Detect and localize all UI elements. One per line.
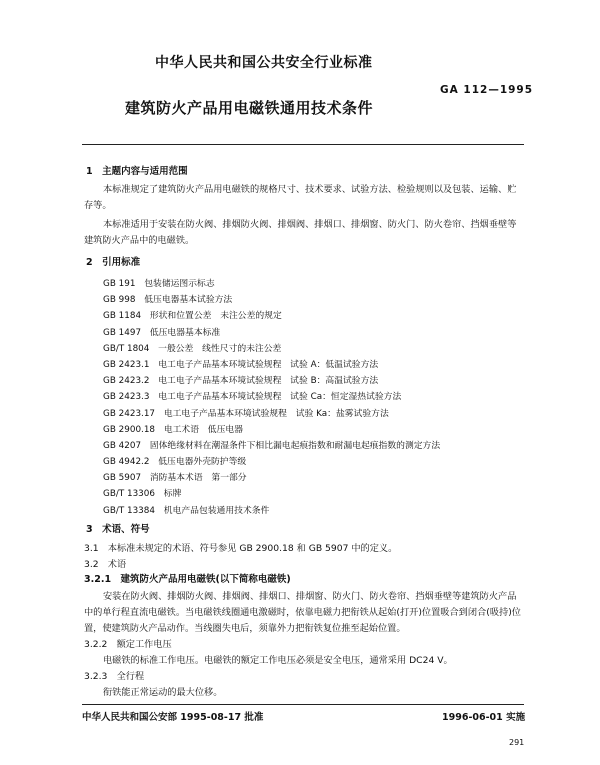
footer-divider [82, 704, 524, 705]
reference-item: GB 4207 固体绝缘材料在潮湿条件下相比漏电起痕指数和耐漏电起痕指数的测定方法 [103, 440, 441, 451]
issuer-title: 中华人民共和国公共安全行业标准 [155, 55, 373, 71]
clause-3-2-1-heading: 3.2.1 建筑防火产品用电磁铁(以下简称电磁铁) [84, 574, 291, 585]
reference-item: GB 998 低压电器基本试验方法 [103, 295, 233, 306]
section-3-heading: 3 术语、符号 [86, 524, 150, 535]
section-1-paragraph-2: 本标准适用于安装在防火阀、排烟防火阀、排烟阀、排烟口、排烟窗、防火门、防火卷帘、挡烟垂壁等建筑防火产品中的电磁铁。 [84, 219, 517, 246]
reference-item: GB/T 1804 一般公差 线性尺寸的未注公差 [103, 343, 282, 354]
implementation-date: 1996-06-01 实施 [442, 712, 526, 723]
reference-item: GB 1497 低压电器基本标准 [103, 327, 221, 338]
reference-item: GB 5907 消防基本术语 第一部分 [103, 473, 247, 484]
reference-item: GB 2423.3 电工电子产品基本环境试验规程 试验 Ca：恒定湿热试验方法 [103, 392, 402, 403]
reference-item: GB 2423.2 电工电子产品基本环境试验规程 试验 B：高温试验方法 [103, 376, 379, 387]
reference-item: GB 2423.17 电工电子产品基本环境试验规程 试验 Ka：盐雾试验方法 [103, 408, 389, 419]
standard-code: GA 112—1995 [440, 84, 534, 96]
clause-3-2-3-body: 衔铁能正常运动的最大位移。 [103, 687, 223, 698]
section-2-heading: 2 引用标准 [86, 257, 141, 268]
reference-list [103, 278, 440, 521]
header-divider [82, 144, 524, 145]
reference-item: GB/T 13384 机电产品包装通用技术条件 [103, 505, 270, 516]
clause-3-2-3-heading: 3.2.3 全行程 [84, 671, 145, 682]
document-title: 建筑防火产品用电磁铁通用技术条件 [125, 99, 374, 117]
clause-3-2: 3.2 术语 [84, 559, 127, 570]
reference-item: GB 4942.2 低压电器外壳防护等级 [103, 457, 247, 468]
section-1-heading: 1 主题内容与适用范围 [86, 166, 188, 177]
clause-3-2-2-body: 电磁铁的标准工作电压。电磁铁的额定工作电压必须是安全电压，通常采用 DC24 V。 [103, 655, 453, 666]
clause-3-2-1-body: 安装在防火阀、排烟防火阀、排烟阀、排烟口、排烟窗、防火门、防火卷帘、挡烟垂壁等建筑防火产品中的单行程直流电磁铁。当电磁铁线圈通电激磁时，依靠电磁力把衔铁从起始(打开)位置吸合到闭合(吸持)位置，使建筑防火产品动作。当线圈失电后，须靠外力把衔铁复位推至起始位置。 [84, 591, 521, 634]
section-1-paragraph-1: 本标准规定了建筑防火产品用电磁铁的规格尺寸、技术要求、试验方法、检验规则以及包装、运输、贮存等。 [84, 184, 517, 211]
approval-line: 中华人民共和国公安部 1995-08-17 批准 [82, 712, 264, 723]
reference-item: GB 191 包装储运图示标志 [103, 279, 215, 289]
reference-item: GB 1184 形状和位置公差 未注公差的规定 [103, 311, 282, 322]
reference-item: GB 2900.18 电工术语 低压电器 [103, 424, 243, 435]
reference-item: GB/T 13306 标牌 [103, 489, 182, 500]
page-number: 291 [509, 738, 525, 747]
clause-3-1: 3.1 本标准未规定的术语、符号参见 GB 2900.18 和 GB 5907 中的定义。 [84, 543, 398, 554]
reference-item: GB 2423.1 电工电子产品基本环境试验规程 试验 A：低温试验方法 [103, 359, 379, 370]
clause-3-2-2-heading: 3.2.2 额定工作电压 [84, 639, 172, 650]
